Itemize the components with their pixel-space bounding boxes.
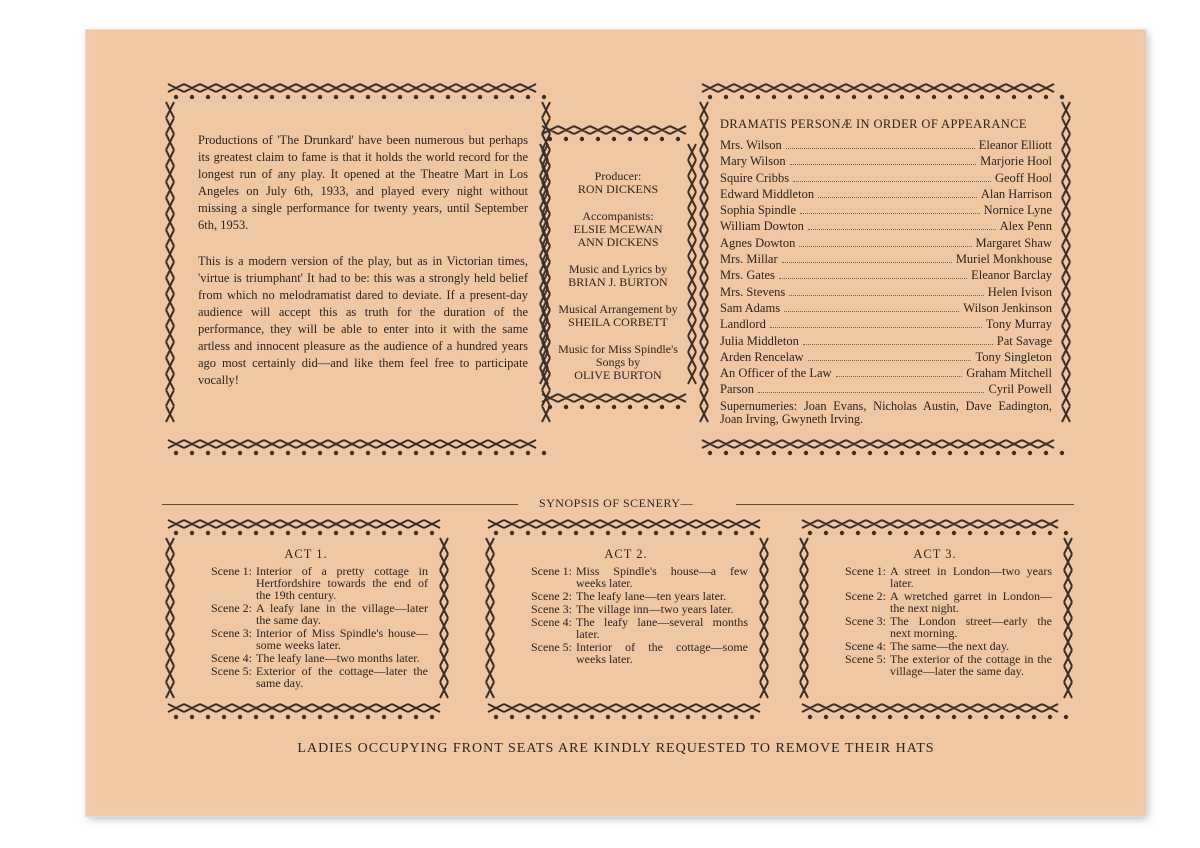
scene-row bbox=[818, 653, 1052, 677]
scene-label: Scene 3: bbox=[845, 614, 886, 628]
cast-role: Sam Adams bbox=[720, 300, 781, 315]
credit-label: Music and Lyrics by bbox=[568, 262, 668, 276]
synopsis-title: SYNOPSIS OF SCENERY— bbox=[538, 496, 694, 510]
act-title: ACT 1. bbox=[284, 547, 328, 561]
scene-text: Interior of Miss Spindle's house—some weeks later. bbox=[256, 626, 428, 652]
scene-row bbox=[818, 615, 1052, 639]
scene-text: The village inn—two years later. bbox=[576, 602, 734, 616]
cast-actor: Margaret Shaw bbox=[975, 235, 1052, 250]
act-title: ACT 3. bbox=[913, 547, 957, 561]
cast-row bbox=[720, 186, 1052, 202]
scene-row bbox=[504, 616, 748, 640]
scene-row bbox=[184, 665, 428, 689]
scene-row bbox=[818, 565, 1052, 589]
hats-notice: LADIES OCCUPYING FRONT SEATS ARE KINDLY REQUESTED TO REMOVE THEIR HATS bbox=[297, 741, 935, 756]
credit-block bbox=[544, 303, 692, 329]
cast-row bbox=[720, 316, 1052, 332]
credit-block bbox=[544, 263, 692, 289]
scene-text: Exterior of the cottage—later the same day. bbox=[256, 664, 428, 690]
scene-row bbox=[818, 640, 1052, 652]
scene-row bbox=[504, 590, 748, 602]
scene-text: Interior of the cottage—some weeks later. bbox=[576, 640, 748, 666]
dot-leader bbox=[758, 391, 984, 393]
cast-row bbox=[720, 267, 1052, 283]
cast-row bbox=[720, 251, 1052, 267]
cast-actor: Nornice Lyne bbox=[983, 203, 1052, 218]
cast-row bbox=[720, 300, 1052, 316]
credit-block bbox=[544, 210, 692, 249]
cast-actor: Pat Savage bbox=[996, 333, 1052, 348]
cast-actor: Geoff Hool bbox=[994, 170, 1052, 185]
cast-role: Parson bbox=[720, 382, 755, 397]
scene-text: The exterior of the cottage in the village—later the same day. bbox=[890, 652, 1052, 678]
scene-label: Scene 4: bbox=[845, 639, 886, 653]
scene-text: A street in London—two years later. bbox=[890, 564, 1052, 590]
act-box bbox=[796, 516, 1076, 722]
dot-leader bbox=[779, 277, 967, 279]
cast-row bbox=[720, 235, 1052, 251]
cast-role: Squire Cribbs bbox=[720, 170, 790, 185]
cast-role: Mrs. Stevens bbox=[720, 284, 786, 299]
act-box bbox=[482, 516, 772, 722]
cast-role: Edward Middleton bbox=[720, 186, 815, 201]
dot-leader bbox=[793, 180, 991, 182]
cast-role: Landlord bbox=[720, 317, 766, 332]
cast-actor: Wilson Jenkinson bbox=[963, 300, 1052, 315]
credit-label: Musical Arrangement by bbox=[558, 302, 678, 316]
scene-label: Scene 4: bbox=[531, 615, 572, 629]
act-title: ACT 2. bbox=[604, 547, 648, 561]
credit-block bbox=[544, 170, 692, 196]
credit-block bbox=[544, 343, 692, 382]
scene-text: A leafy lane in the village—later the same day. bbox=[256, 601, 428, 627]
scene-text: The leafy lane—two months later. bbox=[256, 651, 420, 665]
supernumeries-text: Supernumeries: Joan Evans, Nicholas Austin, Dave Eadington, Joan Irving, Gwyneth Irving. bbox=[720, 398, 1052, 426]
scene-label: Scene 3: bbox=[211, 626, 252, 640]
credits-list bbox=[544, 170, 692, 396]
credit-label: Music for Miss Spindle's Songs by bbox=[558, 342, 678, 369]
scene-label: Scene 2: bbox=[845, 589, 886, 603]
dot-leader bbox=[790, 163, 977, 165]
act-box bbox=[162, 516, 452, 722]
programme-sheet bbox=[86, 30, 1146, 816]
dot-leader bbox=[784, 310, 959, 312]
scene-label: Scene 5: bbox=[845, 652, 886, 666]
cast-role: William Dowton bbox=[720, 219, 804, 234]
credit-name: OLIVE BURTON bbox=[574, 368, 662, 382]
scene-row bbox=[184, 602, 428, 626]
scene-row bbox=[184, 565, 428, 601]
cast-row bbox=[720, 284, 1052, 300]
cast-title: DRAMATIS PERSONÆ IN ORDER OF APPEARANCE bbox=[720, 117, 1027, 131]
cast-actor: Graham Mitchell bbox=[966, 366, 1052, 381]
scene-label: Scene 1: bbox=[211, 564, 252, 578]
cast-box bbox=[696, 80, 1074, 458]
cast-role: Arden Rencelaw bbox=[720, 349, 804, 364]
intro-paragraph-1: Productions of 'The Drunkard' have been numerous but perhaps its greatest claim to fame is that it holds the world record for the longest run of any play. It opened at the Theatre Mart in Los Angeles on July 6th, 1933, and played every night without missing a single performance for twenty years, until September 6th, 1953. bbox=[198, 133, 528, 232]
credit-label: Accompanists: bbox=[582, 209, 654, 223]
credits-box bbox=[536, 122, 700, 412]
dot-leader bbox=[818, 196, 977, 198]
cast-actor: Marjorie Hool bbox=[980, 154, 1052, 169]
cast-row bbox=[720, 333, 1052, 349]
cast-actor: Tony Singleton bbox=[975, 349, 1052, 364]
cast-role: Mary Wilson bbox=[720, 154, 786, 169]
scene-label: Scene 2: bbox=[531, 589, 572, 603]
dot-leader bbox=[836, 375, 963, 377]
cast-row bbox=[720, 153, 1052, 169]
cast-role: Mrs. Wilson bbox=[720, 138, 782, 152]
credit-name: SHEILA CORBETT bbox=[568, 315, 668, 329]
cast-actor: Helen Ivison bbox=[987, 284, 1052, 299]
scene-text: The London street—early the next morning. bbox=[890, 614, 1052, 640]
dot-leader bbox=[770, 326, 982, 328]
scene-label: Scene 1: bbox=[845, 564, 886, 578]
scene-row bbox=[504, 603, 748, 615]
dot-leader bbox=[808, 228, 996, 230]
scene-row bbox=[818, 590, 1052, 614]
cast-row bbox=[720, 137, 1052, 153]
dot-leader bbox=[803, 343, 993, 345]
cast-role: Mrs. Gates bbox=[720, 268, 775, 283]
dot-leader bbox=[786, 147, 975, 149]
cast-actor: Alan Harrison bbox=[980, 186, 1052, 201]
credit-label: Producer: bbox=[594, 169, 642, 183]
credit-name: ANN DICKENS bbox=[577, 235, 659, 249]
scene-label: Scene 4: bbox=[211, 651, 252, 665]
programme-paper bbox=[96, 38, 1136, 808]
scene-label: Scene 2: bbox=[211, 601, 252, 615]
cast-actor: Alex Penn bbox=[999, 219, 1052, 234]
scene-row bbox=[504, 641, 748, 665]
scene-label: Scene 3: bbox=[531, 602, 572, 616]
intro-paragraph-2: This is a modern version of the play, but as in Victorian times, 'virtue is triumphant' It had to be: this was a strongly held belief from which no melodramatist dared to deviate. If a present-day audience will accept this as truth for the duration of the performance, they will be able to enter into it with the same artless and innocent pleasure as the audience of a hundred years ago most certainly did—and like them feel free to participate vocally! bbox=[198, 254, 528, 387]
dot-leader bbox=[789, 294, 983, 296]
cast-actor: Eleanor Elliott bbox=[978, 138, 1052, 152]
scene-label: Scene 5: bbox=[211, 664, 252, 678]
credit-name: ELSIE MCEWAN bbox=[573, 222, 663, 236]
scene-label: Scene 5: bbox=[531, 640, 572, 654]
dot-leader bbox=[799, 245, 971, 247]
intro-box bbox=[162, 80, 554, 458]
dot-leader bbox=[808, 359, 972, 361]
credit-name: RON DICKENS bbox=[577, 182, 659, 196]
scene-text: The same—the next day. bbox=[890, 639, 1010, 653]
cast-row bbox=[720, 365, 1052, 381]
scene-text: Miss Spindle's house—a few weeks later. bbox=[576, 564, 748, 590]
cast-row bbox=[720, 170, 1052, 186]
cast-role: An Officer of the Law bbox=[720, 366, 832, 381]
cast-row bbox=[720, 381, 1052, 397]
cast-actor: Muriel Monkhouse bbox=[955, 252, 1052, 267]
cast-row bbox=[720, 218, 1052, 234]
credit-name: BRIAN J. BURTON bbox=[568, 275, 668, 289]
cast-row bbox=[720, 202, 1052, 218]
scene-text: A wretched garret in London—the next night. bbox=[890, 589, 1052, 615]
cast-actor: Cyril Powell bbox=[988, 382, 1052, 397]
cast-role: Sophia Spindle bbox=[720, 203, 797, 218]
scene-text: The leafy lane—ten years later. bbox=[576, 589, 727, 603]
cast-role: Julia Middleton bbox=[720, 333, 799, 348]
scene-label: Scene 1: bbox=[531, 564, 572, 578]
cast-row bbox=[720, 349, 1052, 365]
dot-leader bbox=[782, 261, 952, 263]
cast-role: Agnes Dowton bbox=[720, 235, 796, 250]
cast-list bbox=[720, 137, 1052, 398]
cast-actor: Tony Murray bbox=[985, 317, 1052, 332]
scene-row bbox=[184, 652, 428, 664]
cast-role: Mrs. Millar bbox=[720, 252, 778, 267]
scene-row bbox=[184, 627, 428, 651]
scene-text: The leafy lane—several months later. bbox=[576, 615, 748, 641]
scene-row bbox=[504, 565, 748, 589]
cast-actor: Eleanor Barclay bbox=[971, 268, 1052, 283]
dot-leader bbox=[800, 212, 980, 214]
scene-text: Interior of a pretty cottage in Hertfordshire towards the end of the 19th century. bbox=[256, 564, 428, 602]
